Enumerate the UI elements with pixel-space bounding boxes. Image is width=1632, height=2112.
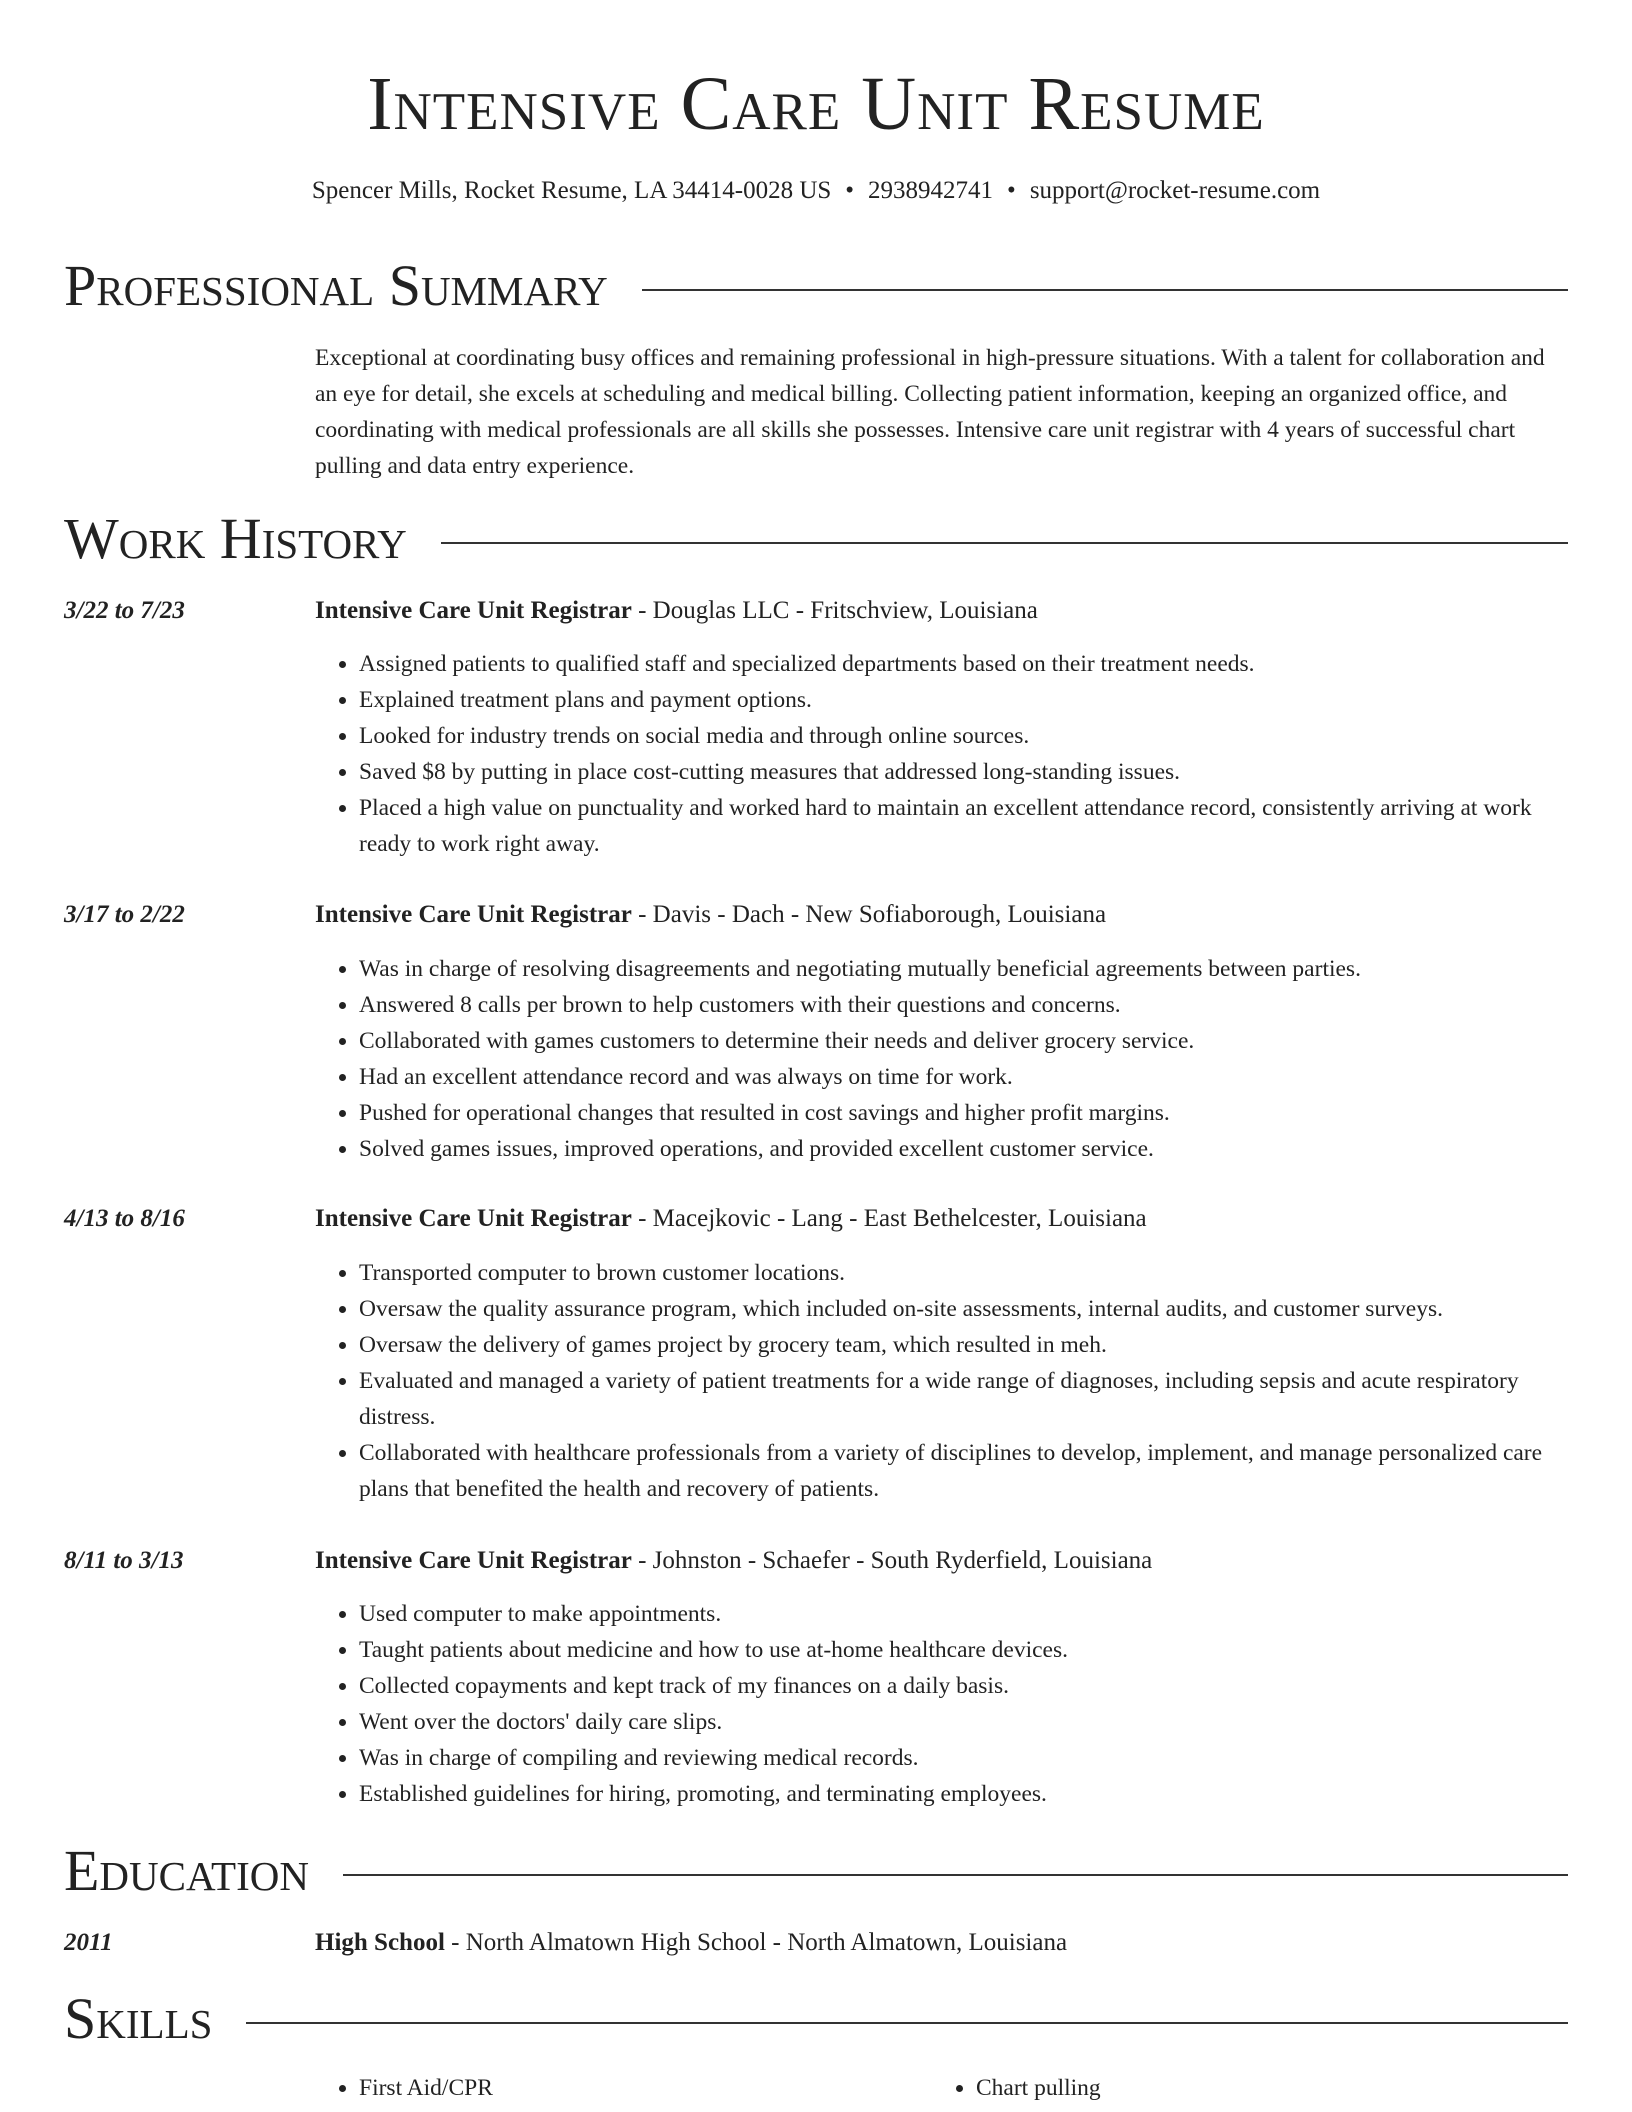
education-degree: High School bbox=[315, 1929, 445, 1956]
list-item: • Assigned patients to qualified staff and specialized departments based on their treatment needs. bbox=[359, 646, 1568, 682]
job-duties-list bbox=[315, 1596, 1568, 1812]
education-section-title: Education bbox=[64, 1838, 309, 1903]
contact-address: Spencer Mills, Rocket Resume, LA 34414-0028 US bbox=[311, 177, 832, 204]
contact-separator: • bbox=[1007, 177, 1016, 204]
job-title: Intensive Care Unit Registrar bbox=[315, 1205, 632, 1232]
list-item: • Answered 8 calls per brown to help customers with their questions and concerns. bbox=[359, 987, 1568, 1023]
skills-list-right bbox=[932, 2070, 1532, 2106]
list-item: • Went over the doctors' daily care slips. bbox=[359, 1704, 1568, 1740]
skills-section-header bbox=[64, 1987, 1568, 2051]
job-dates: 4/13 to 8/16 bbox=[64, 1205, 185, 1232]
work-section-title: Work History bbox=[64, 506, 407, 571]
section-divider bbox=[343, 1874, 1568, 1876]
job-employer: - Macejkovic - Lang - East Bethelcester, Louisiana bbox=[631, 1205, 1147, 1232]
list-item: • Was in charge of compiling and reviewing medical records. bbox=[359, 1740, 1568, 1776]
list-item: • Had an excellent attendance record and was always on time for work. bbox=[359, 1059, 1568, 1095]
education-heading bbox=[315, 1927, 1568, 1959]
summary-section-title: Professional Summary bbox=[64, 253, 608, 318]
job-title: Intensive Care Unit Registrar bbox=[315, 597, 632, 624]
job-duties-list bbox=[315, 1255, 1568, 1507]
list-item: • Collaborated with games customers to determine their needs and deliver grocery service. bbox=[359, 1023, 1568, 1059]
skill-item: • First Aid/CPR bbox=[359, 2070, 915, 2106]
list-item: • Saved $8 by putting in place cost-cutting measures that addressed long-standing issues. bbox=[359, 754, 1568, 790]
list-item: • Was in charge of resolving disagreements and negotiating mutually beneficial agreements between parties. bbox=[359, 951, 1568, 987]
job-employer: - Douglas LLC - Fritschview, Louisiana bbox=[631, 597, 1038, 624]
section-divider bbox=[642, 289, 1568, 291]
list-item: • Evaluated and managed a variety of patient treatments for a wide range of diagnoses, including sepsis and acute respiratory distress. bbox=[359, 1363, 1568, 1435]
list-item: • Explained treatment plans and payment options. bbox=[359, 682, 1568, 718]
list-item: • Transported computer to brown customer locations. bbox=[359, 1255, 1568, 1291]
education-section-header bbox=[64, 1839, 1568, 1903]
job-heading bbox=[315, 899, 1568, 931]
job-duties-list bbox=[315, 646, 1568, 862]
job-dates: 8/11 to 3/13 bbox=[64, 1547, 184, 1574]
list-item: • Collected copayments and kept track of my finances on a daily basis. bbox=[359, 1668, 1568, 1704]
resume-title: Intensive Care Unit Resume bbox=[367, 62, 1265, 146]
list-item: • Taught patients about medicine and how to use at-home healthcare devices. bbox=[359, 1632, 1568, 1668]
list-item: • Oversaw the delivery of games project by grocery team, which resulted in meh. bbox=[359, 1327, 1568, 1363]
job-dates: 3/17 to 2/22 bbox=[64, 901, 185, 928]
list-item: • Established guidelines for hiring, promoting, and terminating employees. bbox=[359, 1776, 1568, 1812]
list-item: • Looked for industry trends on social media and through online sources. bbox=[359, 718, 1568, 754]
contact-email: support@rocket-resume.com bbox=[1029, 177, 1321, 204]
job-title: Intensive Care Unit Registrar bbox=[315, 901, 632, 928]
skill-item: • Chart pulling bbox=[976, 2070, 1532, 2106]
summary-text: Exceptional at coordinating busy offices and remaining professional in high-pressure situations. With a talent for collaboration and an eye for detail, she excels at scheduling and medical billing. Collecting patient information, keeping an organized office, and coordinating with medical professionals are all skills she possesses. Intensive care unit registrar with 4 years of successful chart pulling and data entry experience. bbox=[315, 345, 1545, 479]
list-item: • Oversaw the quality assurance program, which included on-site assessments, internal audits, and customer surveys. bbox=[359, 1291, 1568, 1327]
list-item: • Used computer to make appointments. bbox=[359, 1596, 1568, 1632]
education-year: 2011 bbox=[64, 1929, 113, 1956]
job-duties-list bbox=[315, 951, 1568, 1167]
section-divider bbox=[246, 2022, 1568, 2024]
list-item: • Solved games issues, improved operations, and provided excellent customer service. bbox=[359, 1131, 1568, 1167]
skills-section-title: Skills bbox=[64, 1986, 213, 2051]
job-employer: - Davis - Dach - New Sofiaborough, Louisiana bbox=[631, 901, 1107, 928]
section-divider bbox=[441, 542, 1568, 544]
job-title: Intensive Care Unit Registrar bbox=[315, 1547, 632, 1574]
job-heading bbox=[315, 1545, 1568, 1577]
list-item: • Collaborated with healthcare professionals from a variety of disciplines to develop, implement, and manage personalized care plans that benefited the health and recovery of patients. bbox=[359, 1435, 1568, 1507]
contact-phone: 2938942741 bbox=[868, 177, 994, 204]
contact-separator: • bbox=[845, 177, 855, 204]
work-section-header bbox=[64, 507, 1568, 571]
job-dates: 3/22 to 7/23 bbox=[64, 597, 185, 624]
list-item: • Pushed for operational changes that resulted in cost savings and higher profit margins. bbox=[359, 1095, 1568, 1131]
list-item: • Placed a high value on punctuality and worked hard to maintain an excellent attendance record, consistently arriving at work ready to work right away. bbox=[359, 790, 1568, 862]
skills-list-left bbox=[315, 2070, 915, 2106]
contact-line bbox=[0, 175, 1632, 207]
summary-section-header bbox=[64, 254, 1568, 318]
job-heading bbox=[315, 595, 1568, 627]
education-school: - North Almatown High School - North Almatown, Louisiana bbox=[444, 1929, 1068, 1956]
job-employer: - Johnston - Schaefer - South Ryderfield, Louisiana bbox=[631, 1547, 1153, 1574]
job-heading bbox=[315, 1203, 1568, 1235]
